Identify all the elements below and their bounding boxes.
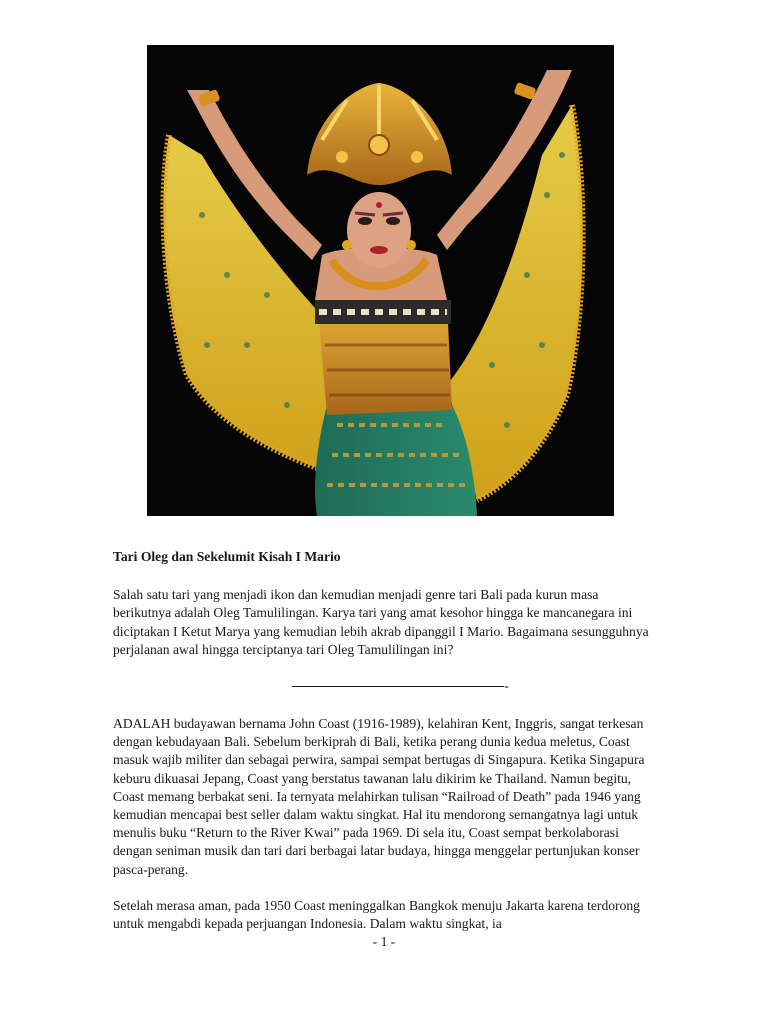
- separator-line: [292, 686, 504, 687]
- dancer-photo: [147, 45, 614, 516]
- section-separator: [113, 677, 658, 697]
- page-number: - 1 -: [372, 934, 396, 949]
- separator-tail: -: [504, 678, 509, 694]
- article-body: [113, 548, 658, 951]
- dancer-illustration: [147, 45, 614, 516]
- body-paragraph: Setelah merasa aman, pada 1950 Coast meninggalkan Bangkok menuju Jakarta karena terdorong untuk mengabdi kepada perjuangan Indonesia. Dalam waktu singkat, ia: [113, 897, 640, 932]
- body-paragraph: ADALAH budayawan bernama John Coast (1916-1989), kelahiran Kent, Inggris, sangat terkesan dengan kebudayaan Bali. Sebelum berkiprah di Bali, ketika perang dunia kedua meletus, Coast masuk wajib militer dan sebagai perwira, sampai sempat bertugas di Singapura. Ketika Singapura keburu dikuasai Jepang, Coast yang berstatus tawanan lalu dikirim ke Thailand. Namun begitu, Coast memang berbakat seni. Ia ternyata melahirkan tulisan “Railroad of Death” pada 1946 yang kemudian mencapai best seller dalam waktu singkat. Hal itu mendorong semangatnya lagi untuk menulis buku “Return to the River Kwai” pada 1969. Di sela itu, Coast sempat berkolaborasi dengan seniman musik dan tari dari berbagai latar budaya, hingga menggelar pertunjukan konser pasca-perang.: [113, 716, 645, 877]
- intro-paragraph: Salah satu tari yang menjadi ikon dan kemudian menjadi genre tari Bali pada kurun masa berikutnya adalah Oleg Tamulilingan. Karya tari yang amat kesohor hingga ke mancanegara ini diciptakan I Ketut Marya yang kemudian lebih akrab dipanggil I Mario. Bagaimana sesungguhnya perjalanan awal hingga terciptanya tari Oleg Tamulilingan ini?: [113, 587, 649, 657]
- article-title: Tari Oleg dan Sekelumit Kisah I Mario: [113, 549, 341, 564]
